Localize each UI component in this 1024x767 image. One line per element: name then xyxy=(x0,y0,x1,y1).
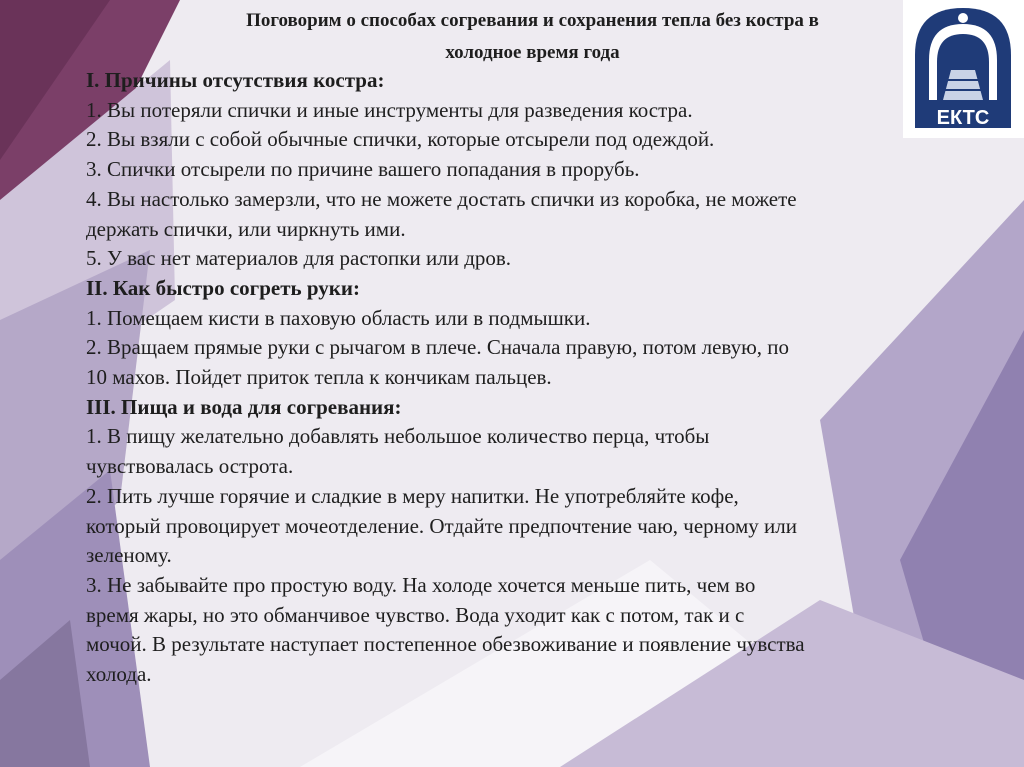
body-line: 3. Не забывайте про простую воду. На холоде хочется меньше пить, чем во xyxy=(86,572,756,597)
body-line: 1. Вы потеряли спички и иные инструменты для разведения костра. xyxy=(86,97,693,122)
slide-body xyxy=(86,66,986,690)
slide-title xyxy=(150,5,915,69)
body-line: чувствовалась острота. xyxy=(86,454,294,479)
body-line: 2. Вращаем прямые руки с рычагом в плече. Сначала правую, потом левую, по xyxy=(86,335,790,360)
body-line: 1. В пищу желательно добавлять небольшое количество перца, чтобы xyxy=(86,424,710,449)
title-line: холодное время года xyxy=(445,42,620,63)
title-line: Поговорим о способах согревания и сохранения тепла без костра в xyxy=(246,10,819,31)
body-line: 5. У вас нет материалов для растопки или дров. xyxy=(86,246,512,271)
body-line: 1. Помещаем кисти в паховую область или в подмышки. xyxy=(86,305,591,330)
body-line: мочой. В результате наступает постепенное обезвоживание и появление чувства xyxy=(86,632,805,657)
logo-text: ЕКТС xyxy=(936,107,990,129)
body-line: холода. xyxy=(86,662,152,687)
body-line: зеленому. xyxy=(86,543,172,568)
body-line: который провоцирует мочеотделение. Отдайте предпочтение чаю, черному или xyxy=(86,513,798,538)
section-heading: II. Как быстро согреть руки: xyxy=(86,275,360,300)
body-line: 10 махов. Пойдет приток тепла к кончикам пальцев. xyxy=(86,365,552,390)
body-line: время жары, но это обманчивое чувство. Вода уходит как с потом, так и с xyxy=(86,602,745,627)
body-line: 3. Спички отсырели по причине вашего попадания в прорубь. xyxy=(86,157,640,182)
body-line: держать спички, или чиркнуть ими. xyxy=(86,216,406,241)
section-heading: III. Пища и вода для согревания: xyxy=(86,394,402,419)
body-line: 2. Вы взяли с собой обычные спички, которые отсырели под одеждой. xyxy=(86,127,715,152)
body-line: 2. Пить лучше горячие и сладкие в меру напитки. Не употребляйте кофе, xyxy=(86,483,739,508)
section-heading: I. Причины отсутствия костра: xyxy=(86,68,385,92)
body-line: 4. Вы настолько замерзли, что не можете достать спички из коробка, не можете xyxy=(86,186,797,211)
